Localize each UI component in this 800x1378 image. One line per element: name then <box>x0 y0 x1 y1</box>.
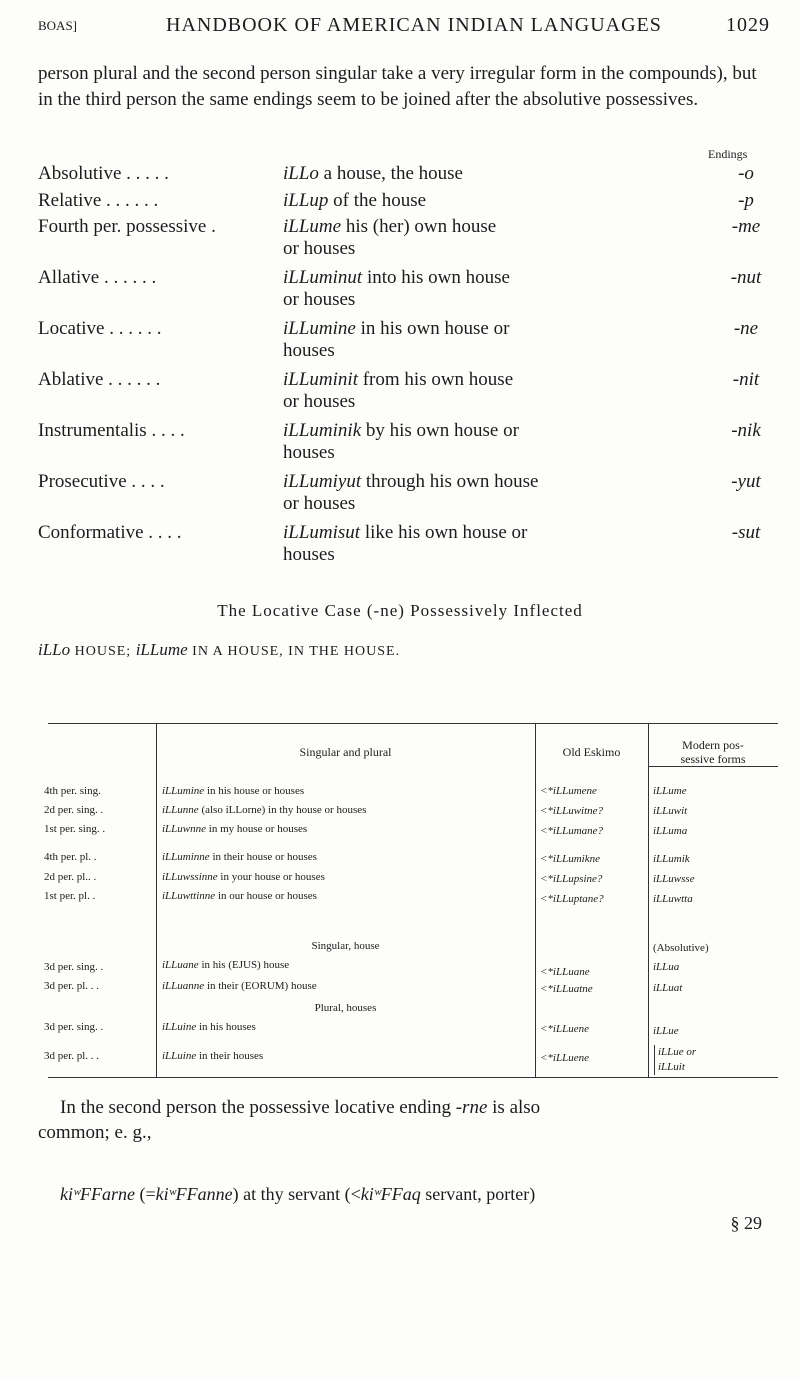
table-bottom-rule <box>48 1077 778 1078</box>
row-modern: iLLue <box>653 1025 679 1037</box>
case-name: Relative . . . . . . <box>38 190 159 211</box>
row-form: iLLuane in his (EJUS) house <box>162 959 290 971</box>
case-gloss-cont: or houses <box>283 493 356 514</box>
row-modern: iLLua <box>653 961 680 973</box>
row-form: iLLuine in their houses <box>162 1050 264 1062</box>
running-header <box>38 14 770 42</box>
row-modern: iLLue or iLLuit <box>654 1045 696 1075</box>
case-name: Prosecutive . . . . <box>38 471 165 492</box>
case-gloss: like his own house or <box>364 522 528 543</box>
row-old-eskimo: <*iLLupsine? <box>540 873 603 885</box>
row-form: iLLumine in his house or houses <box>162 785 305 797</box>
row-form: iLLuine in his houses <box>162 1021 256 1033</box>
subtitle-form: iLLo <box>38 640 71 659</box>
case-gloss: into his own house <box>366 267 510 288</box>
case-name: Ablative . . . . . . <box>38 369 161 390</box>
row-old-eskimo: <*iLLuptane? <box>540 893 604 905</box>
table-top-rule <box>48 723 778 724</box>
case-definition <box>283 420 713 464</box>
row-old-eskimo: <*iLLuene <box>540 1052 589 1064</box>
case-ending: -o <box>738 163 754 184</box>
row-modern: iLLuat <box>653 982 683 994</box>
case-gloss-cont: or houses <box>283 289 356 310</box>
row-form: iLLuwnne in my house or houses <box>162 823 308 835</box>
example-line: kiʷFFarne (=kiʷFFanne) at thy servant (<kiʷFFaq servant, porter) <box>60 1184 536 1204</box>
header-rule <box>648 766 778 767</box>
row-modern: iLLuma <box>653 825 688 837</box>
case-definition <box>283 190 713 212</box>
case-form: iLLumisut <box>283 522 361 543</box>
row-form: iLLuanne in their (EORUM) house <box>162 980 317 992</box>
section-title: The Locative Case (-ne) Possessively Inflected <box>217 601 583 620</box>
case-name: Conformative . . . . <box>38 522 182 543</box>
row-person: 3d per. sing. . <box>44 1021 104 1033</box>
case-form: iLLuminut <box>283 267 363 288</box>
case-definition <box>283 163 713 185</box>
row-old-eskimo: <*iLLumane? <box>540 825 604 837</box>
case-definition <box>283 318 713 362</box>
header-title: HANDBOOK OF AMERICAN INDIAN LANGUAGES <box>166 14 662 36</box>
case-form: iLLume <box>283 216 342 237</box>
case-form: iLLup <box>283 190 329 211</box>
column-rule <box>535 723 536 1078</box>
case-gloss-cont: houses <box>283 340 335 361</box>
case-ending: -me <box>731 216 761 237</box>
case-name: Absolutive . . . . . <box>38 163 169 184</box>
case-gloss: through his own house <box>365 471 539 492</box>
case-name: Locative . . . . . . <box>38 318 162 339</box>
table-subhead: (Absolutive) <box>653 942 709 954</box>
case-gloss: his (her) own house <box>345 216 497 237</box>
column-header: Modern pos- sessive forms <box>680 738 746 766</box>
row-person: 3d per. pl. . . <box>44 1050 99 1062</box>
case-gloss-cont: or houses <box>283 391 356 412</box>
column-header: Singular and plural <box>299 745 392 759</box>
row-person: 3d per. sing. . <box>44 961 104 973</box>
case-ending: -nit <box>732 369 760 390</box>
case-ending: -sut <box>731 522 761 543</box>
row-modern: iLLuwit <box>653 805 688 817</box>
case-definition <box>283 471 713 515</box>
case-ending: -nik <box>731 420 761 441</box>
row-form: iLLuwttinne in our house or houses <box>162 890 317 902</box>
row-old-eskimo: <*iLLuane <box>540 966 590 978</box>
case-gloss: of the house <box>333 190 427 211</box>
subtitle-form: iLLume <box>135 640 188 659</box>
case-definition <box>283 369 713 413</box>
locative-table <box>44 723 778 1078</box>
case-form: iLLuminik <box>283 420 362 441</box>
subtitle-text: IN A HOUSE, IN THE HOUSE. <box>192 644 401 659</box>
table-subhead: Plural, houses <box>314 1002 377 1014</box>
case-definition <box>283 267 713 311</box>
row-person: 2d per. pl.. . <box>44 871 97 883</box>
row-old-eskimo: <*iLLumikne <box>540 853 600 865</box>
endings-column-header: Endings <box>708 147 748 161</box>
row-old-eskimo: <*iLLuatne <box>540 983 593 995</box>
intro-paragraph: person plural and the second person singular take a very irregular form in the compounds), but in the third person the same endings seem to be joined after the absolutive possessives. <box>38 63 757 110</box>
page-number: 1029 <box>726 14 770 36</box>
row-modern: iLLumik <box>653 853 690 865</box>
after-paragraph: In the second person the possessive locative ending -rne is also common; e. g., <box>38 1097 541 1143</box>
row-person: 2d per. sing. . <box>44 804 104 816</box>
case-name: Allative . . . . . . <box>38 267 157 288</box>
case-form: iLLuminit <box>283 369 358 390</box>
case-definition <box>283 216 713 260</box>
row-person: 3d per. pl. . . <box>44 980 99 992</box>
row-person: 4th per. sing. <box>44 785 101 797</box>
row-person: 1st per. sing. . <box>44 823 106 835</box>
column-header: Old Eskimo <box>562 745 621 759</box>
case-form: iLLo <box>283 163 319 184</box>
row-form: iLLuwssinne in your house or houses <box>162 871 325 883</box>
column-rule <box>156 723 157 1078</box>
case-gloss: from his own house <box>362 369 514 390</box>
case-name: Fourth per. possessive . <box>38 216 216 237</box>
case-gloss-cont: or houses <box>283 238 356 259</box>
case-definition <box>283 522 713 566</box>
header-author: BOAS] <box>38 18 78 33</box>
case-ending: -ne <box>733 318 759 339</box>
row-old-eskimo: <*iLLuene <box>540 1023 589 1035</box>
case-gloss: in his own house or <box>360 318 510 339</box>
row-form: iLLunne (also iLLorne) in thy house or houses <box>162 804 367 816</box>
column-rule <box>648 723 649 1078</box>
row-old-eskimo: <*iLLumene <box>540 785 597 797</box>
case-name: Instrumentalis . . . . <box>38 420 185 441</box>
row-person: 4th per. pl. . <box>44 851 97 863</box>
case-form: iLLumine <box>283 318 356 339</box>
row-modern: iLLuwsse <box>653 873 695 885</box>
row-modern: iLLuwtta <box>653 893 693 905</box>
case-ending: -yut <box>731 471 761 492</box>
row-form: iLLuminne in their house or houses <box>162 851 317 863</box>
case-gloss-cont: houses <box>283 442 335 463</box>
case-form: iLLumiyut <box>283 471 362 492</box>
row-modern: iLLume <box>653 785 687 797</box>
case-ending: -p <box>738 190 754 211</box>
subtitle-text: HOUSE; <box>74 644 132 659</box>
table-subhead: Singular, house <box>311 940 380 952</box>
row-person: 1st per. pl. . <box>44 890 96 902</box>
case-gloss-cont: houses <box>283 544 335 565</box>
section-mark: § 29 <box>730 1213 762 1233</box>
case-gloss: a house, the house <box>323 163 463 184</box>
row-old-eskimo: <*iLLuwitne? <box>540 805 604 817</box>
case-gloss: by his own house or <box>365 420 519 441</box>
case-ending: -nut <box>730 267 762 288</box>
section-subtitle <box>38 640 400 660</box>
